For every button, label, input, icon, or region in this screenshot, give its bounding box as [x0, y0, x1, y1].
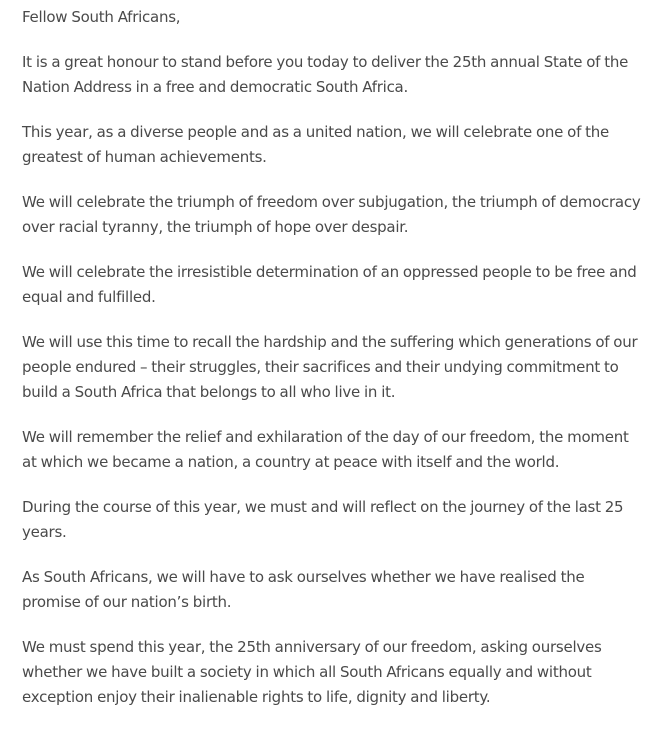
- paragraph: We will celebrate the irresistible determination of an oppressed people to be free and equal and fulfilled.: [22, 263, 637, 306]
- paragraph: We will celebrate the triumph of freedom over subjugation, the triumph of democracy over racial tyranny, the triumph of hope over despair.: [22, 193, 641, 236]
- speech-body: [22, 5, 644, 730]
- paragraph: We must spend this year, the 25th anniversary of our freedom, asking ourselves whether we have built a society in which all South Africans equally and without exception enjoy their inalienable rights to life, dignity and liberty.: [22, 638, 602, 706]
- paragraph: During the course of this year, we must and will reflect on the journey of the last 25 years.: [22, 498, 624, 541]
- paragraph: This year, as a diverse people and as a united nation, we will celebrate one of the greatest of human achievements.: [22, 123, 610, 166]
- paragraph: We will use this time to recall the hardship and the suffering which generations of our people endured – their struggles, their sacrifices and their undying commitment to build a South Africa that belongs to all who live in it.: [22, 333, 638, 401]
- paragraph: We will remember the relief and exhilaration of the day of our freedom, the moment at which we became a nation, a country at peace with itself and the world.: [22, 428, 629, 471]
- paragraph: It is a great honour to stand before you today to deliver the 25th annual State of the Nation Address in a free and democratic South Africa.: [22, 53, 629, 96]
- paragraph: As South Africans, we will have to ask ourselves whether we have realised the promise of our nation’s birth.: [22, 568, 585, 611]
- greeting: Fellow South Africans,: [22, 8, 181, 26]
